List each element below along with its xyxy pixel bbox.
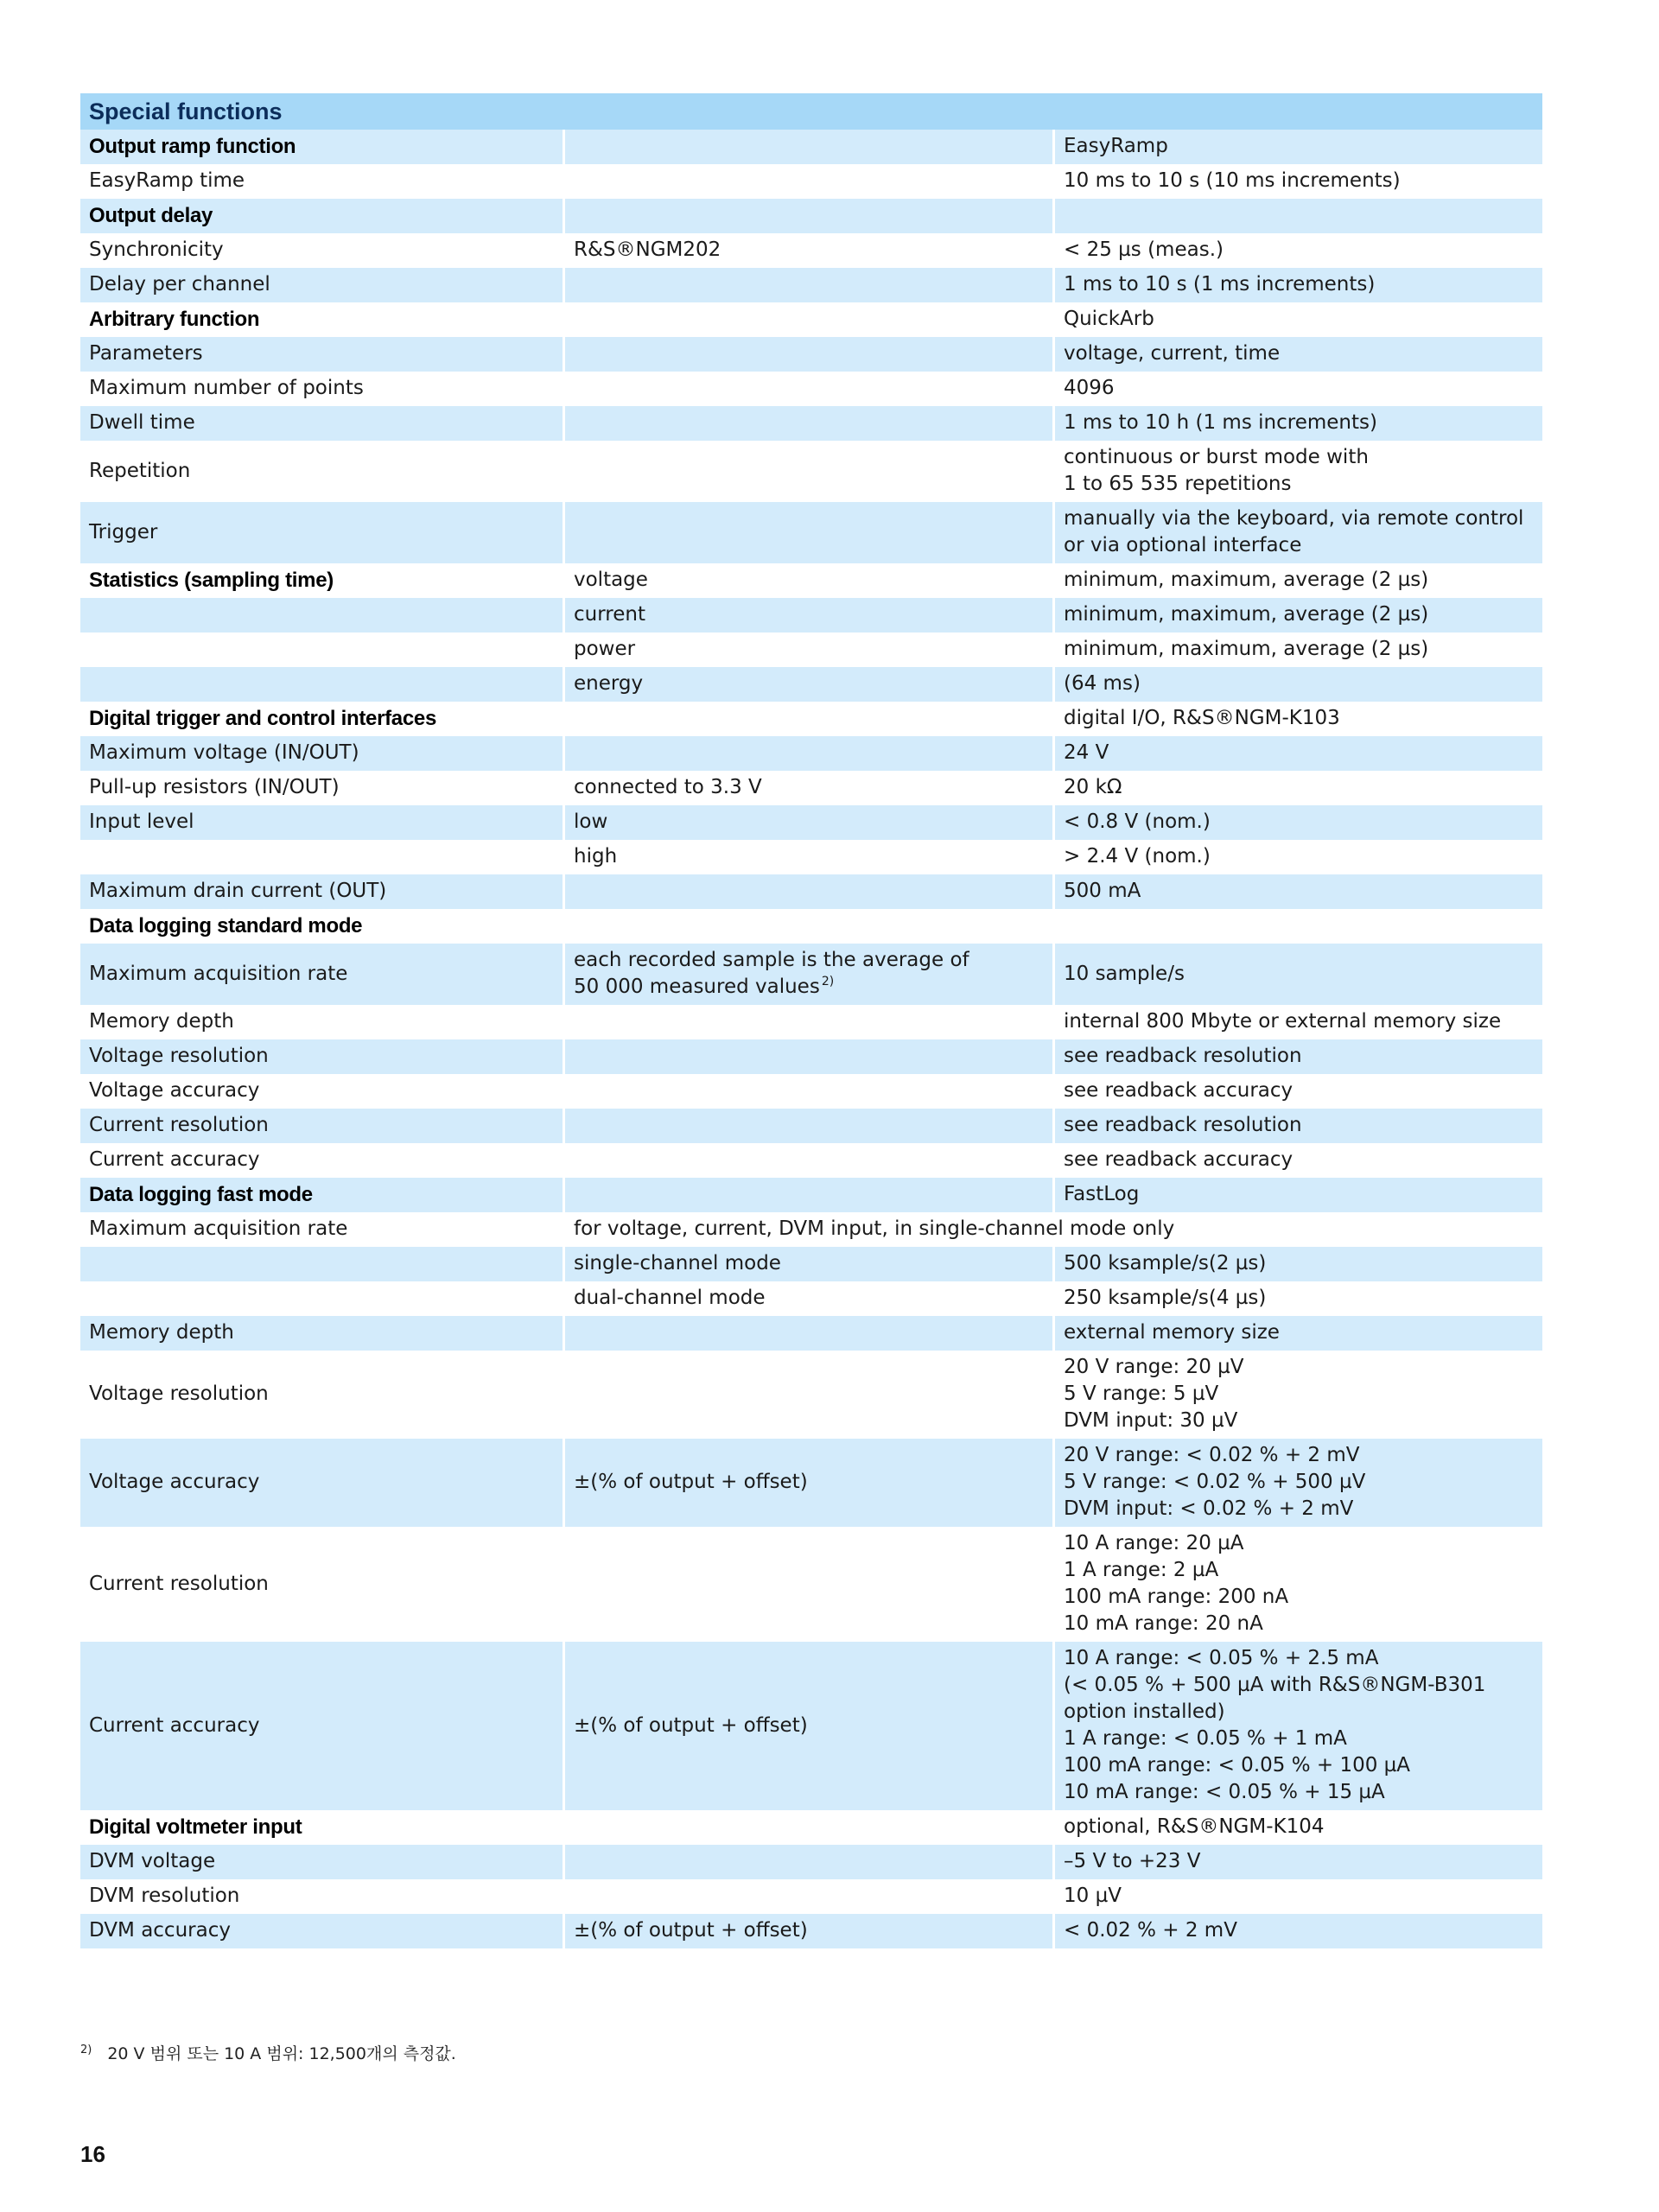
table-row xyxy=(80,441,1542,502)
row-label-text: Statistics (sampling time) xyxy=(89,569,334,592)
row-condition xyxy=(563,1281,1052,1316)
row-label-text: Output delay xyxy=(89,204,213,227)
table-row xyxy=(80,805,1542,840)
row-label xyxy=(80,1178,563,1212)
table-row xyxy=(80,840,1542,874)
row-value-text: 10 A range: 20 µA 1 A range: 2 µA 100 mA range: 200 nA 10 mA range: 20 nA xyxy=(1064,1532,1289,1635)
row-condition xyxy=(563,1316,1052,1351)
row-value xyxy=(1052,502,1542,563)
row-condition-text: R&S®NGM202 xyxy=(574,238,721,261)
row-value-text: external memory size xyxy=(1064,1321,1280,1344)
row-label xyxy=(80,164,563,199)
row-value-text: optional, R&S®NGM-K104 xyxy=(1064,1815,1325,1838)
table-row xyxy=(80,1879,1542,1914)
row-value-text: (64 ms) xyxy=(1064,672,1141,695)
row-value-text: < 25 µs (meas.) xyxy=(1064,238,1224,261)
row-value-text: > 2.4 V (nom.) xyxy=(1064,845,1211,868)
row-label-text: Pull-up resistors (IN/OUT) xyxy=(89,776,340,798)
row-label xyxy=(80,840,563,874)
row-label xyxy=(80,1316,563,1351)
row-value-text: FastLog xyxy=(1064,1183,1140,1205)
row-condition xyxy=(563,1439,1052,1527)
row-label-text: Memory depth xyxy=(89,1010,234,1033)
page-number: 16 xyxy=(80,2141,105,2167)
row-label xyxy=(80,1281,563,1316)
row-label-text: Parameters xyxy=(89,342,203,365)
row-condition xyxy=(563,1074,1052,1109)
row-value xyxy=(1052,1109,1542,1143)
row-value xyxy=(1052,1039,1542,1074)
row-value-text: 10 sample/s xyxy=(1064,962,1185,985)
footnote-marker: 2) xyxy=(80,2043,92,2056)
row-label-text: DVM accuracy xyxy=(89,1919,231,1942)
row-label-text: Digital trigger and control interfaces xyxy=(89,707,437,730)
row-value xyxy=(1052,337,1542,372)
row-value xyxy=(1052,771,1542,805)
section-header-row xyxy=(80,93,1542,130)
row-label-text: Voltage accuracy xyxy=(89,1471,260,1493)
row-value xyxy=(1052,1914,1542,1948)
row-value-text: 20 V range: 20 µV 5 V range: 5 µV DVM input: 30 µV xyxy=(1064,1356,1244,1432)
table-row xyxy=(80,1351,1542,1439)
row-condition xyxy=(563,406,1052,441)
row-label xyxy=(80,632,563,667)
row-condition xyxy=(563,164,1052,199)
row-label xyxy=(80,1074,563,1109)
row-label-text: Input level xyxy=(89,810,194,833)
row-label-text: Maximum acquisition rate xyxy=(89,1217,348,1240)
table-row xyxy=(80,372,1542,406)
row-condition xyxy=(563,563,1052,598)
table-row xyxy=(80,1074,1542,1109)
row-label xyxy=(80,1212,563,1247)
row-label xyxy=(80,1879,563,1914)
row-value xyxy=(1052,874,1542,909)
row-label xyxy=(80,1005,563,1039)
row-label xyxy=(80,1527,563,1642)
table-row xyxy=(80,268,1542,302)
row-label-text: Maximum acquisition rate xyxy=(89,962,348,985)
row-value xyxy=(1052,1810,1542,1845)
table-row xyxy=(80,874,1542,909)
row-value xyxy=(1052,268,1542,302)
row-condition-text: each recorded sample is the average of 50 000 measured values xyxy=(574,949,969,998)
row-label xyxy=(80,805,563,840)
row-condition xyxy=(563,736,1052,771)
row-value xyxy=(1052,1316,1542,1351)
row-condition-text: energy xyxy=(574,672,644,695)
row-value xyxy=(1052,1178,1542,1212)
footnote-reference: 2) xyxy=(821,975,835,989)
row-condition xyxy=(563,874,1052,909)
row-label-text: DVM resolution xyxy=(89,1885,240,1907)
row-condition-text: for voltage, current, DVM input, in single-channel mode only xyxy=(574,1217,1175,1240)
row-label xyxy=(80,502,563,563)
row-value-text: EasyRamp xyxy=(1064,135,1168,157)
row-value-text: minimum, maximum, average (2 µs) xyxy=(1064,638,1429,660)
row-value xyxy=(1052,944,1542,1005)
row-value-text: internal 800 Mbyte or external memory size xyxy=(1064,1010,1502,1033)
row-condition xyxy=(563,372,1052,406)
row-condition-text: ±(% of output + offset) xyxy=(574,1919,808,1942)
row-label xyxy=(80,1439,563,1527)
footnote-text: 20 V 범위 또는 10 A 범위: 12,500개의 측정값. xyxy=(107,2044,456,2063)
row-condition-text: low xyxy=(574,810,608,833)
row-label xyxy=(80,268,563,302)
row-condition xyxy=(563,502,1052,563)
row-condition xyxy=(563,1642,1052,1810)
row-label xyxy=(80,1845,563,1879)
row-condition xyxy=(563,1351,1052,1439)
row-label xyxy=(80,736,563,771)
row-value xyxy=(1052,736,1542,771)
row-value-text: digital I/O, R&S®NGM-K103 xyxy=(1064,707,1340,729)
table-row xyxy=(80,302,1542,337)
row-value-text: < 0.02 % + 2 mV xyxy=(1064,1919,1237,1942)
table-row xyxy=(80,1810,1542,1845)
table-row xyxy=(80,702,1542,736)
row-label xyxy=(80,337,563,372)
table-row xyxy=(80,1316,1542,1351)
row-value-text: see readback accuracy xyxy=(1064,1148,1294,1171)
row-label xyxy=(80,1109,563,1143)
row-label-text: Current resolution xyxy=(89,1572,269,1595)
row-label xyxy=(80,372,563,406)
table-row xyxy=(80,667,1542,702)
row-condition xyxy=(563,337,1052,372)
row-label xyxy=(80,1039,563,1074)
table-row xyxy=(80,632,1542,667)
row-label xyxy=(80,1143,563,1178)
row-value xyxy=(1052,805,1542,840)
row-condition-text: power xyxy=(574,638,636,660)
row-label-text: Voltage resolution xyxy=(89,1382,269,1405)
table-row xyxy=(80,1845,1542,1879)
row-value-text: see readback resolution xyxy=(1064,1114,1302,1136)
table-row xyxy=(80,199,1542,233)
table-row xyxy=(80,1247,1542,1281)
row-condition xyxy=(563,1845,1052,1879)
row-condition xyxy=(563,1527,1052,1642)
row-value xyxy=(1052,302,1542,337)
table-row xyxy=(80,233,1542,268)
row-label xyxy=(80,771,563,805)
table-row xyxy=(80,406,1542,441)
row-value xyxy=(1052,441,1542,502)
row-label-text: Arbitrary function xyxy=(89,308,260,331)
row-label xyxy=(80,1914,563,1948)
row-value-text: 1 ms to 10 h (1 ms increments) xyxy=(1064,411,1377,434)
row-condition xyxy=(563,1247,1052,1281)
row-value xyxy=(1052,199,1542,233)
row-condition xyxy=(563,268,1052,302)
row-label xyxy=(80,130,563,164)
row-condition xyxy=(563,1109,1052,1143)
row-label-text: Trigger xyxy=(89,520,158,543)
row-value xyxy=(1052,667,1542,702)
spec-table-body xyxy=(80,93,1542,1948)
row-condition xyxy=(563,1914,1052,1948)
row-value xyxy=(1052,632,1542,667)
row-condition xyxy=(563,805,1052,840)
row-value xyxy=(1052,840,1542,874)
row-value xyxy=(1052,1351,1542,1439)
table-row xyxy=(80,944,1542,1005)
table-row xyxy=(80,1039,1542,1074)
row-value-text: manually via the keyboard, via remote control or via optional interface xyxy=(1064,507,1524,556)
row-label-text: Maximum drain current (OUT) xyxy=(89,880,387,902)
row-label xyxy=(80,944,563,1005)
special-functions-table xyxy=(80,93,1542,1948)
row-value xyxy=(1052,1642,1542,1810)
row-label xyxy=(80,909,563,944)
row-value-text: 24 V xyxy=(1064,741,1109,764)
row-condition-text: current xyxy=(574,603,645,626)
table-row xyxy=(80,1527,1542,1642)
table-row xyxy=(80,1109,1542,1143)
row-value-text: voltage, current, time xyxy=(1064,342,1281,365)
row-value-text: minimum, maximum, average (2 µs) xyxy=(1064,603,1429,626)
table-row xyxy=(80,563,1542,598)
section-title: Special functions xyxy=(80,93,1542,130)
row-value-text: 20 V range: < 0.02 % + 2 mV 5 V range: < 0.02 % + 500 µV DVM input: < 0.02 % + 2 mV xyxy=(1064,1444,1366,1520)
row-condition xyxy=(563,1005,1052,1039)
footnote xyxy=(80,2041,456,2064)
row-condition xyxy=(563,598,1052,632)
row-condition-text: ±(% of output + offset) xyxy=(574,1471,808,1493)
row-value-text: see readback accuracy xyxy=(1064,1079,1294,1102)
row-value xyxy=(1052,1281,1542,1316)
table-row xyxy=(80,502,1542,563)
row-condition-text: single-channel mode xyxy=(574,1252,781,1274)
row-label-text: EasyRamp time xyxy=(89,169,245,192)
row-value-text: minimum, maximum, average (2 µs) xyxy=(1064,569,1429,591)
row-value xyxy=(1052,1074,1542,1109)
row-label xyxy=(80,199,563,233)
table-row xyxy=(80,1143,1542,1178)
row-condition-text: connected to 3.3 V xyxy=(574,776,762,798)
row-value-text: 500 ksample/s(2 µs) xyxy=(1064,1252,1267,1274)
row-label-text: Output ramp function xyxy=(89,135,296,158)
table-row xyxy=(80,1281,1542,1316)
row-condition xyxy=(563,840,1052,874)
row-label xyxy=(80,1351,563,1439)
table-row xyxy=(80,337,1542,372)
row-label xyxy=(80,233,563,268)
row-condition xyxy=(563,441,1052,502)
row-label xyxy=(80,1642,563,1810)
row-condition xyxy=(563,632,1052,667)
row-value-text: < 0.8 V (nom.) xyxy=(1064,810,1211,833)
row-value-text: 20 kΩ xyxy=(1064,776,1122,798)
row-value xyxy=(1052,233,1542,268)
row-value-text: 250 ksample/s(4 µs) xyxy=(1064,1287,1267,1309)
table-row xyxy=(80,1439,1542,1527)
row-condition-text: voltage xyxy=(574,569,648,591)
row-value-text: –5 V to +23 V xyxy=(1064,1850,1201,1872)
row-condition xyxy=(563,302,1052,337)
table-row xyxy=(80,1914,1542,1948)
row-condition xyxy=(563,199,1052,233)
row-condition-text: high xyxy=(574,845,618,868)
table-row xyxy=(80,909,1542,944)
row-value xyxy=(1052,909,1542,944)
row-value-text: see readback resolution xyxy=(1064,1045,1302,1067)
table-row xyxy=(80,736,1542,771)
row-value xyxy=(1052,1527,1542,1642)
row-condition xyxy=(563,1178,1052,1212)
row-condition xyxy=(563,909,1052,944)
row-value xyxy=(1052,130,1542,164)
row-condition-text: ±(% of output + offset) xyxy=(574,1713,808,1737)
row-label-text: Current accuracy xyxy=(89,1148,260,1171)
row-label xyxy=(80,302,563,337)
row-value xyxy=(1052,563,1542,598)
row-label-text: Maximum number of points xyxy=(89,377,364,399)
table-row xyxy=(80,771,1542,805)
table-row xyxy=(80,1642,1542,1810)
row-label xyxy=(80,667,563,702)
row-value-text: 4096 xyxy=(1064,377,1115,399)
row-label-text: Current accuracy xyxy=(89,1713,260,1737)
row-label-text: Voltage resolution xyxy=(89,1045,269,1067)
row-label-text: Delay per channel xyxy=(89,273,270,296)
row-value-text: QuickArb xyxy=(1064,308,1154,330)
row-condition xyxy=(563,1039,1052,1074)
row-label-text: Memory depth xyxy=(89,1321,234,1344)
table-row xyxy=(80,1212,1542,1247)
row-condition xyxy=(563,1143,1052,1178)
row-condition xyxy=(563,667,1052,702)
row-value xyxy=(1052,1879,1542,1914)
row-label xyxy=(80,702,563,736)
row-label-text: Repetition xyxy=(89,459,191,482)
row-label-text: Data logging standard mode xyxy=(89,914,363,938)
row-label xyxy=(80,406,563,441)
row-value-text: 1 ms to 10 s (1 ms increments) xyxy=(1064,273,1376,296)
row-label xyxy=(80,1247,563,1281)
row-label-text: Synchronicity xyxy=(89,238,224,261)
row-label-text: Voltage accuracy xyxy=(89,1079,260,1102)
row-value xyxy=(1052,372,1542,406)
table-row xyxy=(80,1005,1542,1039)
row-label xyxy=(80,441,563,502)
row-value-text: 10 A range: < 0.05 % + 2.5 mA (< 0.05 % + 500 µA with R&S®NGM-B301 option installed) 1 A range: < 0.05 % + 1 mA 100 mA range: < 0.05 % + 100 µA 10 mA range: < 0.05 % + 15 µA xyxy=(1064,1647,1486,1803)
row-condition xyxy=(563,130,1052,164)
row-label xyxy=(80,874,563,909)
row-value-text: continuous or burst mode with 1 to 65 535 repetitions xyxy=(1064,446,1369,495)
row-label-text: Dwell time xyxy=(89,411,195,434)
row-value xyxy=(1052,702,1542,736)
row-label-text: Data logging fast mode xyxy=(89,1183,313,1206)
row-value-text: 10 ms to 10 s (10 ms increments) xyxy=(1064,169,1401,192)
row-condition xyxy=(563,944,1052,1005)
row-value xyxy=(1052,1845,1542,1879)
row-condition xyxy=(563,1879,1052,1914)
row-label-text: Current resolution xyxy=(89,1114,269,1136)
row-condition xyxy=(563,233,1052,268)
row-label-text: Digital voltmeter input xyxy=(89,1815,302,1839)
row-value xyxy=(1052,598,1542,632)
row-value xyxy=(1052,1247,1542,1281)
row-condition xyxy=(563,702,1052,736)
row-value xyxy=(1052,1143,1542,1178)
row-value xyxy=(1052,1005,1542,1039)
row-value xyxy=(1052,406,1542,441)
row-label-text: DVM voltage xyxy=(89,1850,216,1872)
row-label xyxy=(80,563,563,598)
row-condition xyxy=(563,1810,1052,1845)
row-value-text: 500 mA xyxy=(1064,880,1141,902)
row-label xyxy=(80,598,563,632)
table-row xyxy=(80,598,1542,632)
row-value xyxy=(1052,164,1542,199)
row-condition xyxy=(563,1212,1542,1247)
table-row xyxy=(80,130,1542,164)
table-row xyxy=(80,1178,1542,1212)
row-condition xyxy=(563,771,1052,805)
row-label xyxy=(80,1810,563,1845)
row-label-text: Maximum voltage (IN/OUT) xyxy=(89,741,359,764)
table-row xyxy=(80,164,1542,199)
row-condition-text: dual-channel mode xyxy=(574,1287,766,1309)
row-value-text: 10 µV xyxy=(1064,1885,1122,1907)
row-value xyxy=(1052,1439,1542,1527)
